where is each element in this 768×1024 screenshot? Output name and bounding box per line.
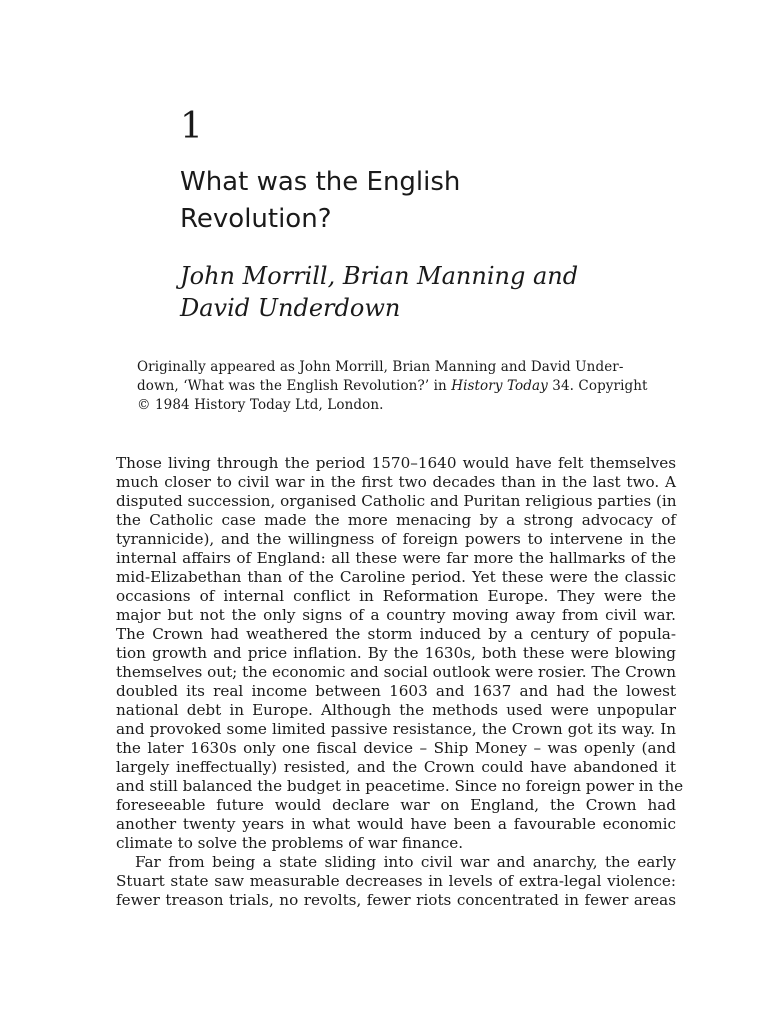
authors-line: John Morrill, Brian Manning and xyxy=(180,262,579,290)
body-line: major but not the only signs of a country moving away from civil war. xyxy=(116,606,676,624)
body-text xyxy=(116,454,684,910)
body-line: largely ineffectually) resisted, and the Crown could have abandoned it xyxy=(116,758,676,776)
source-note-text: 34. Copyright xyxy=(547,378,648,394)
chapter-title xyxy=(180,164,660,238)
chapter-title-line: Revolution? xyxy=(180,204,332,234)
copyright-line: © 1984 History Today Ltd, London. xyxy=(137,397,384,413)
body-line: Those living through the period 1570–1640 would have felt themselves xyxy=(116,454,676,472)
body-line: another twenty years in what would have been a favourable economic xyxy=(116,815,676,833)
chapter-authors xyxy=(180,260,700,324)
source-note-text: down, ‘What was the English Revolution?’ in xyxy=(137,378,452,394)
authors-line: David Underdown xyxy=(180,294,401,322)
body-line: climate to solve the problems of war finance. xyxy=(116,834,464,852)
body-line: doubled its real income between 1603 and 1637 and had the lowest xyxy=(116,682,676,700)
body-line: fewer treason trials, no revolts, fewer riots concentrated in fewer areas xyxy=(116,891,676,909)
body-line: the later 1630s only one fiscal device – Ship Money – was openly (and xyxy=(116,739,676,757)
source-note xyxy=(137,358,657,415)
chapter-number: 1 xyxy=(180,106,203,147)
paragraph xyxy=(116,853,676,910)
journal-title: History Today xyxy=(451,378,548,394)
body-line: mid-Elizabethan than of the Caroline period. Yet these were the classic xyxy=(116,568,676,586)
body-line: and still balanced the budget in peacetime. Since no foreign power in the xyxy=(116,777,684,795)
source-note-line: Originally appeared as John Morrill, Brian Manning and David Under- xyxy=(137,359,624,375)
body-line: tyrannicide), and the willingness of foreign powers to intervene in the xyxy=(116,530,676,548)
paragraph xyxy=(116,454,684,853)
body-line: The Crown had weathered the storm induced by a century of popula- xyxy=(116,625,676,643)
body-line: tion growth and price inflation. By the 1630s, both these were blowing xyxy=(116,644,676,662)
body-line: foreseeable future would declare war on England, the Crown had xyxy=(116,796,676,814)
body-line: the Catholic case made the more menacing by a strong advocacy of xyxy=(116,511,676,529)
body-line: internal affairs of England: all these were far more the hallmarks of the xyxy=(116,549,676,567)
body-line: and provoked some limited passive resistance, the Crown got its way. In xyxy=(116,720,676,738)
body-line: disputed succession, organised Catholic and Puritan religious parties (in xyxy=(116,492,677,510)
body-line: much closer to civil war in the first two decades than in the last two. A xyxy=(116,473,676,491)
body-line: Far from being a state sliding into civil war and anarchy, the early xyxy=(135,853,676,871)
chapter-title-line: What was the English xyxy=(180,167,461,197)
body-line: Stuart state saw measurable decreases in levels of extra-legal violence: xyxy=(116,872,676,890)
body-line: themselves out; the economic and social outlook were rosier. The Crown xyxy=(116,663,676,681)
body-line: national debt in Europe. Although the methods used were unpopular xyxy=(116,701,676,719)
body-line: occasions of internal conflict in Reformation Europe. They were the xyxy=(116,587,676,605)
